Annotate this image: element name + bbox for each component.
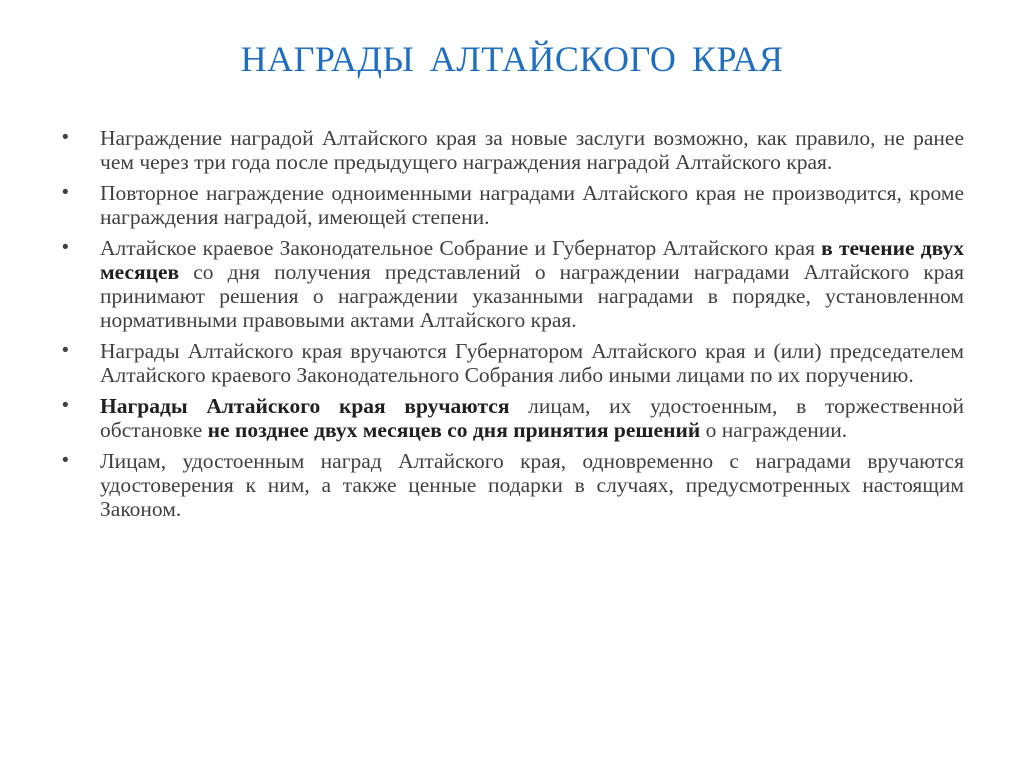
bullet-item bbox=[62, 394, 964, 442]
bullet-text-bold: не позднее двух месяцев со дня принятия решений bbox=[207, 418, 701, 442]
bullet-icon: • bbox=[62, 340, 69, 361]
bullet-text: Награды Алтайского края вручаются Губернатором Алтайского края и (или) председателем Алтайского краевого Законодательного Собрания либо иными лицами по их поручению. bbox=[100, 339, 964, 387]
bullet-text: о награждении. bbox=[700, 418, 848, 442]
bullet-text-bold: в течение двух месяцев bbox=[100, 236, 964, 284]
bullet-icon: • bbox=[62, 395, 69, 416]
bullet-icon: • bbox=[62, 450, 69, 471]
slide-title: НАГРАДЫ АЛТАЙСКОГО КРАЯ bbox=[240, 39, 784, 79]
bullet-item bbox=[62, 126, 964, 174]
bullet-item bbox=[62, 449, 964, 521]
bullet-text: Алтайское краевое Законодательное Собрание и Губернатор Алтайского края bbox=[100, 236, 822, 260]
bullet-icon: • bbox=[62, 182, 69, 203]
bullet-text-bold: Награды Алтайского края вручаются bbox=[100, 394, 510, 418]
bullet-text: со дня получения представлений о награждении наградами Алтайского края принимают решения о награждении указанными наградами в порядке, установленном нормативными правовыми актами Алтайского края. bbox=[100, 260, 964, 332]
bullet-text: Лицам, удостоенным наград Алтайского края, одновременно с наградами вручаются удостоверения к ним, а также ценные подарки в случаях, предусмотренных настоящим Законом. bbox=[100, 449, 964, 521]
bullet-text: Награждение наградой Алтайского края за новые заслуги возможно, как правило, не ранее чем через три года после предыдущего награждения наградой Алтайского края. bbox=[100, 126, 964, 174]
bullet-list bbox=[62, 126, 964, 528]
bullet-item bbox=[62, 339, 964, 387]
bullet-item bbox=[62, 181, 964, 229]
bullet-text: лицам, их удостоенным, в торжественной обстановке bbox=[100, 394, 964, 442]
bullet-icon: • bbox=[62, 237, 69, 258]
bullet-icon: • bbox=[62, 127, 69, 148]
bullet-text: Повторное награждение одноименными наградами Алтайского края не производится, кроме награждения наградой, имеющей степени. bbox=[100, 181, 964, 229]
bullet-item bbox=[62, 236, 964, 332]
